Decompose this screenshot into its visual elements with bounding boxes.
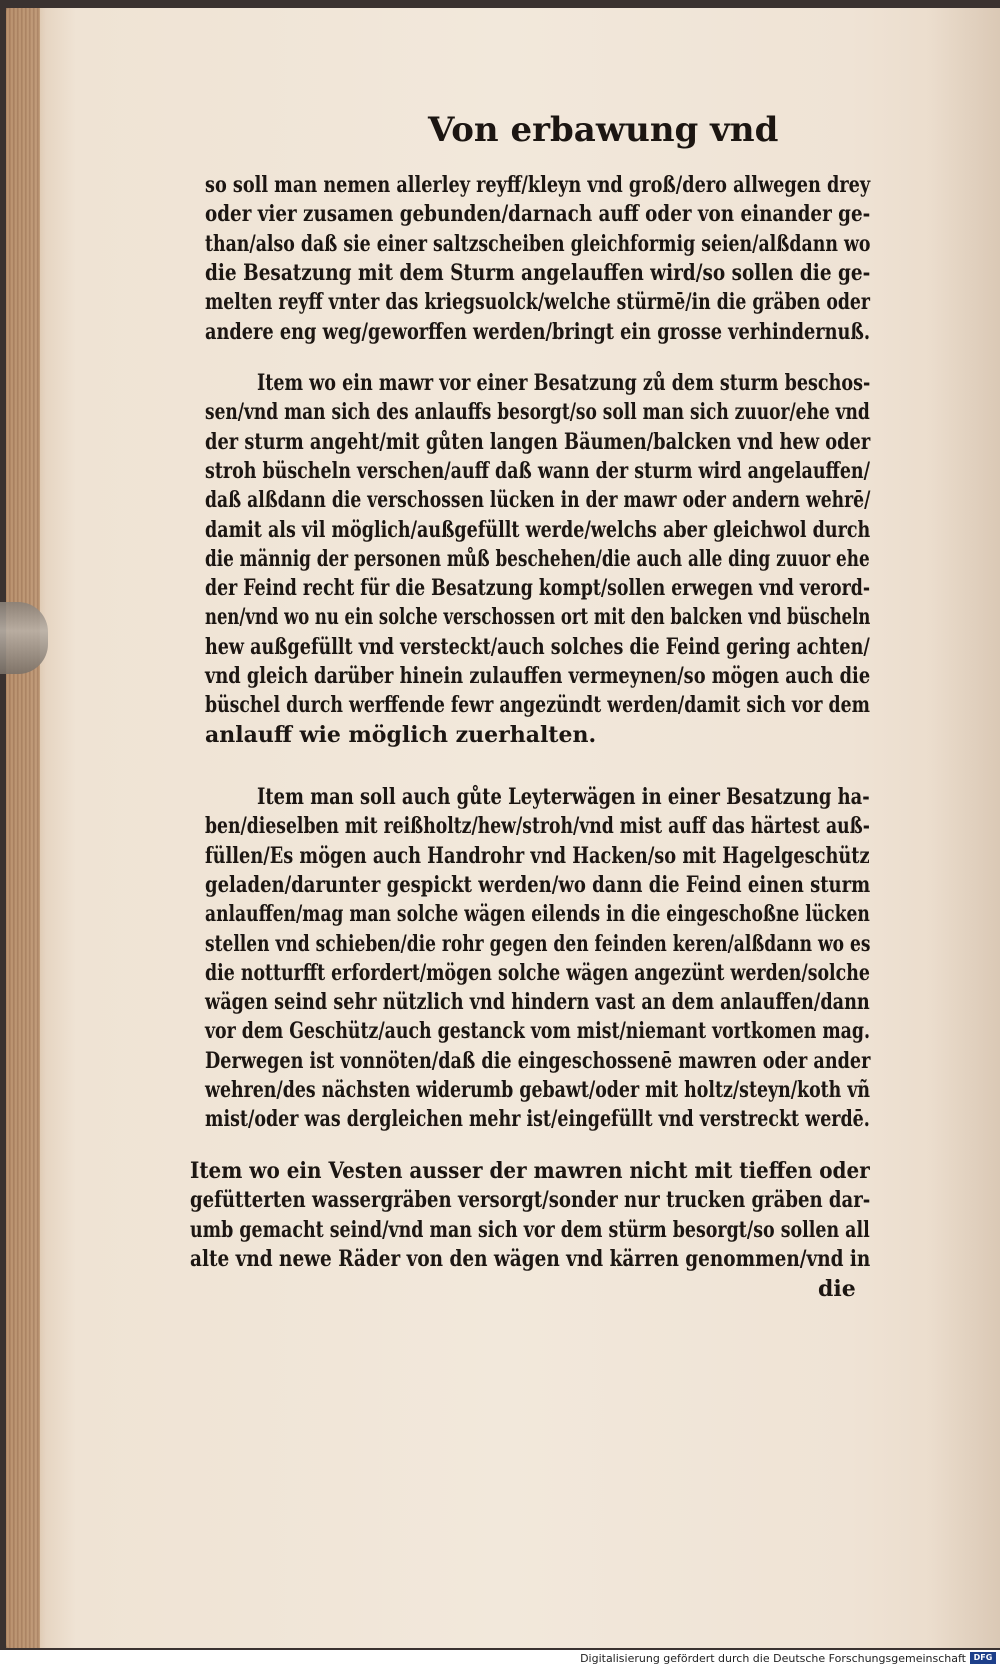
- text-line: füllen/Es mögen auch Handrohr vnd Hacken/so mit Hagelgeschütz: [205, 843, 870, 869]
- text-line: mist/oder was dergleichen mehr ist/eingefüllt vnd verstreckt werdē.: [205, 1106, 870, 1132]
- catchword: die: [818, 1276, 856, 1302]
- text-line: der Feind recht für die Besatzung kompt/sollen erwegen vnd verord-: [205, 575, 871, 601]
- text-line: anlauffen/mag man solche wägen eilends in die eingeschoßne lücken: [205, 901, 870, 927]
- text-line: wägen seind sehr nützlich vnd hindern vast an dem anlauffen/dann: [205, 989, 870, 1015]
- text-line: Item wo ein Vesten ausser der mawren nicht mit tieffen oder: [190, 1158, 870, 1184]
- footer-credit: Digitalisierung gefördert durch die Deutsche Forschungsgemeinschaft: [580, 1652, 966, 1665]
- text-line: gefütterten wassergräben versorgt/sonder nur trucken gräben dar-: [190, 1187, 871, 1213]
- text-line: alte vnd newe Räder von den wägen vnd kärren genommen/vnd in: [190, 1246, 871, 1272]
- text-line: wehren/des nächsten widerumb gebawt/oder mit holtz/steyn/koth vñ: [205, 1077, 871, 1103]
- text-line: sen/vnd man sich des anlauffs besorgt/so soll man sich zuuor/ehe vnd: [205, 399, 870, 425]
- text-line: hew außgefüllt vnd versteckt/auch solches die Feind gering achten/: [205, 634, 870, 660]
- text-line: than/also daß sie einer saltzscheiben gleichformig seien/alßdann wo: [205, 231, 871, 257]
- text-line: der sturm angeht/mit gůten langen Bäumen/balcken vnd hew oder: [205, 429, 871, 455]
- text-line: nen/vnd wo nu ein solche verschossen ort mit den balcken vnd büscheln: [205, 604, 871, 630]
- text-line: umb gemacht seind/vnd man sich vor dem stürm besorgt/so sollen all: [190, 1217, 870, 1243]
- text-line: so soll man nemen allerley reyff/kleyn vnd groß/dero allwegen drey: [205, 172, 871, 198]
- page-gutter: [6, 8, 40, 1648]
- text-line: geladen/darunter gespickt werden/wo dann die Feind einen sturm: [205, 872, 871, 898]
- text-line: stellen vnd schieben/die rohr gegen den feinden keren/alßdann wo es: [205, 931, 871, 957]
- text-line: ben/dieselben mit reißholtz/hew/stroh/vnd mist auff das härtest auß-: [205, 813, 870, 839]
- text-line: Item man soll auch gůte Leyterwägen in einer Besatzung ha-: [257, 784, 870, 810]
- page-edge-shadow: [930, 8, 1000, 1648]
- text-line: andere eng weg/geworffen werden/bringt ein grosse verhindernuß.: [205, 319, 871, 345]
- text-line: Derwegen ist vonnöten/daß die eingeschossenē mawren oder ander: [205, 1048, 871, 1074]
- text-line: büschel durch werffende fewr angezündt werden/damit sich vor dem: [205, 692, 870, 718]
- text-line: daß alßdann die verschossen lücken in der mawr oder andern wehrē/: [205, 487, 871, 513]
- text-line: die Besatzung mit dem Sturm angelauffen wird/so sollen die ge-: [205, 260, 871, 286]
- text-line: stroh büscheln verschen/auff daß wann der sturm wird angelauffen/: [205, 458, 870, 484]
- text-line: die männig der personen můß beschehen/die auch alle ding zuuor ehe: [205, 546, 870, 572]
- text-line: Item wo ein mawr vor einer Besatzung zů dem sturm beschos-: [257, 370, 871, 396]
- text-line: die notturfft erfordert/mögen solche wägen angezünt werden/solche: [205, 960, 870, 986]
- text-line: vnd gleich darüber hinein zulauffen vermeynen/so mögen auch die: [205, 663, 871, 689]
- text-line: vor dem Geschütz/auch gestanck vom mist/niemant vortkomen mag.: [205, 1018, 871, 1044]
- page-clip: [0, 602, 48, 674]
- text-line: damit als vil möglich/außgefüllt werde/welchs aber gleichwol durch: [205, 517, 871, 543]
- text-line: anlauff wie möglich zuerhalten.: [205, 722, 597, 748]
- footer-bar: [0, 1650, 1000, 1667]
- text-line: melten reyff vnter das kriegsuolck/welche stürmē/in die gräben oder: [205, 289, 871, 315]
- text-line: oder vier zusamen gebunden/darnach auff oder von einander ge-: [205, 201, 871, 227]
- dfg-logo: DFG: [970, 1652, 996, 1664]
- running-head: Von erbawung vnd: [428, 110, 779, 150]
